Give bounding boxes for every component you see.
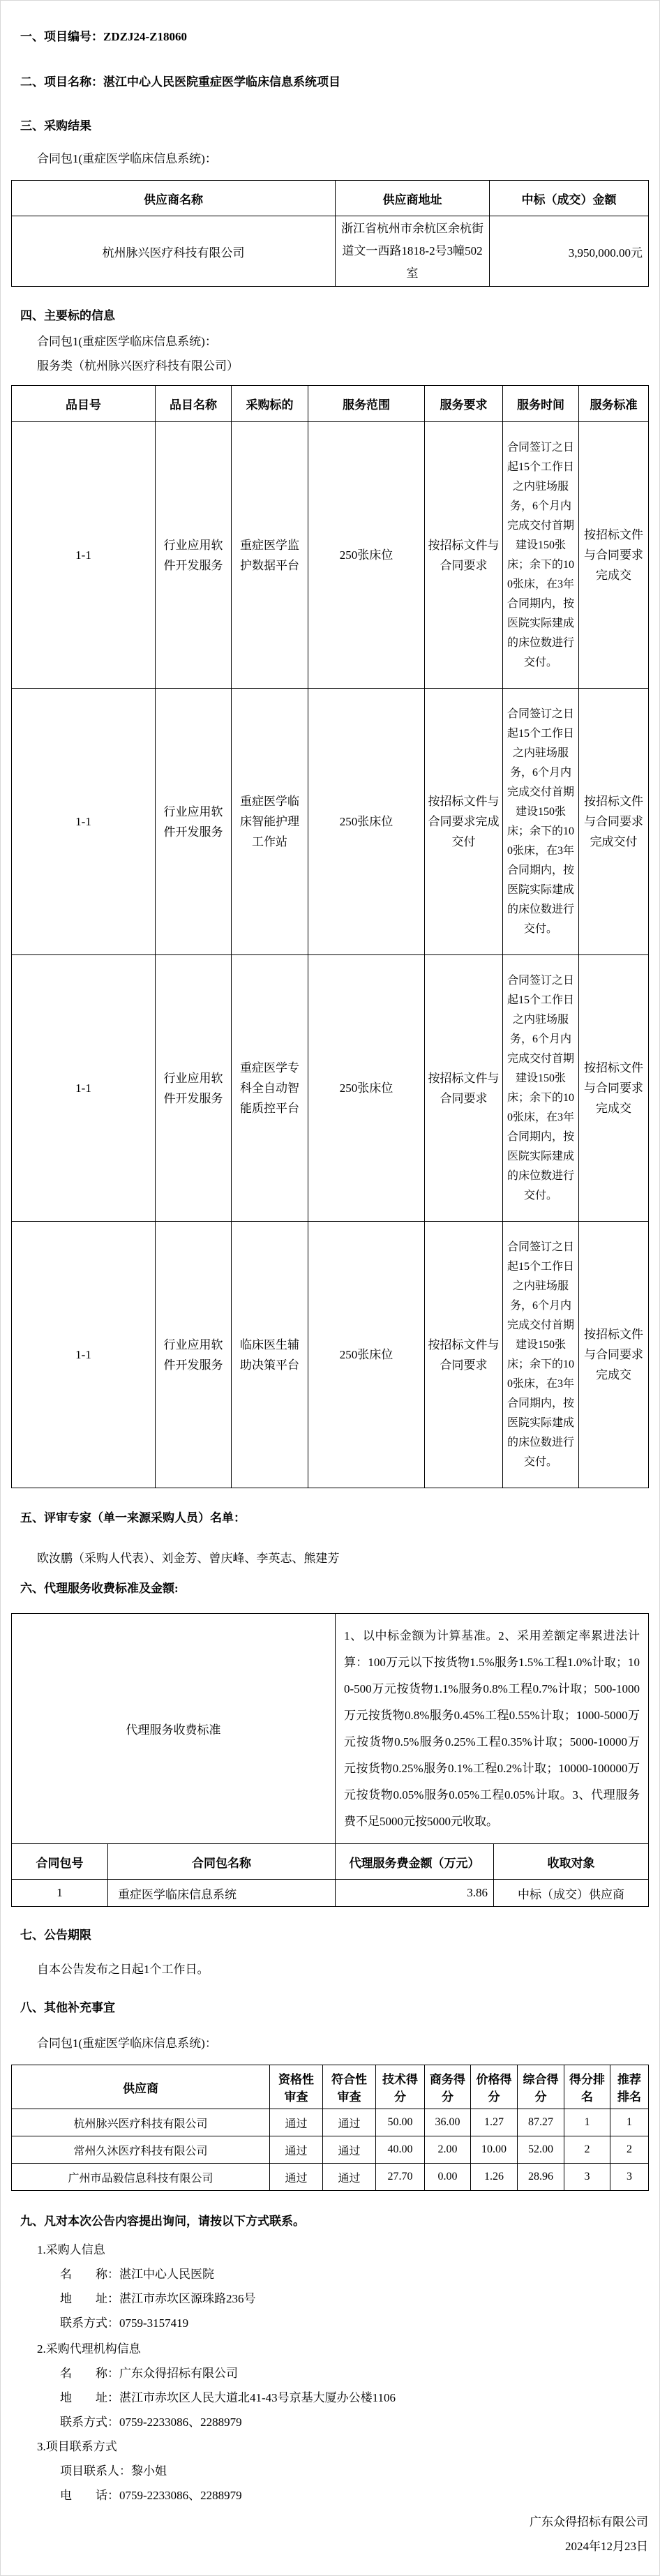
procurement-target-cell: 临床医生辅助决策平台 <box>232 1222 308 1488</box>
service-standard-cell: 按招标文件与合同要求完成交 <box>579 422 649 689</box>
procurement-target-cell: 重症医学专科全自动智能质控平台 <box>232 955 308 1222</box>
tech-score-header: 技术得分 <box>376 2065 425 2109</box>
table-row <box>12 1614 649 1844</box>
project-number-label: 一、项目编号： <box>20 30 103 43</box>
package-no-cell: 1 <box>12 1880 108 1907</box>
recommend-rank-header: 推荐排名 <box>610 2065 649 2109</box>
table-header-row <box>12 386 649 422</box>
procurement-result-table <box>11 180 649 287</box>
item-no-header: 品目号 <box>12 386 156 422</box>
award-amount-header: 中标（成交）金额 <box>490 181 649 216</box>
item-name-header: 品目名称 <box>156 386 232 422</box>
fee-payer-header: 收取对象 <box>494 1844 649 1880</box>
conformity-review-cell: 通过 <box>323 2136 376 2164</box>
recommend-rank-cell: 2 <box>610 2136 649 2164</box>
total-score-cell: 87.27 <box>518 2109 564 2136</box>
price-score-header: 价格得分 <box>471 2065 518 2109</box>
recommend-rank-cell: 3 <box>610 2164 649 2191</box>
service-time-cell: 合同签订之日起15个工作日之内驻场服务，6个月内完成交付首期建设150张床；余下的100张床，在3年合同期内，按医院实际建成的床位数进行交付。 <box>503 1222 579 1488</box>
service-time-cell: 合同签订之日起15个工作日之内驻场服务，6个月内完成交付首期建设150张床；余下的100张床，在3年合同期内，按医院实际建成的床位数进行交付。 <box>503 689 579 955</box>
footer-company: 广东众得招标有限公司 <box>530 2515 648 2529</box>
service-time-header: 服务时间 <box>503 386 579 422</box>
section-experts-heading: 五、评审专家（单一来源采购人员）名单： <box>20 1511 246 1525</box>
qualification-review-header: 资格性审查 <box>270 2065 323 2109</box>
item-no-cell: 1-1 <box>12 1222 156 1488</box>
section-procurement-result-heading: 三、采购结果 <box>20 119 91 133</box>
agency-contact-label: 联系方式： <box>60 2416 119 2429</box>
package-name-header: 合同包名称 <box>108 1844 336 1880</box>
item-name-cell: 行业应用软件开发服务 <box>156 955 232 1222</box>
table-row <box>12 2136 649 2164</box>
service-scope-cell: 250张床位 <box>308 422 425 689</box>
price-score-cell: 1.26 <box>471 2164 518 2191</box>
table-row <box>12 1222 649 1488</box>
service-standard-cell: 按招标文件与合同要求完成交 <box>579 1222 649 1488</box>
agency-contact-line <box>60 2414 659 2430</box>
business-score-cell: 2.00 <box>425 2136 471 2164</box>
fee-standard-text-cell: 1、以中标金额为计算基准。2、采用差额定率累进法计算：100万元以下按货物1.5%服务1.5%工程1.0%计取；100-500万元按货物1.1%服务0.8%工程0.7%计取；500-1000万元按货物0.8%服务0.45%工程0.55%计取；1000-5000万元按货物0.5%服务0.25%工程0.35%计取；5000-10000万元按货物0.25%服务0.1%工程0.2%计取；10000-100000万元按货物0.05%服务0.05%工程0.05%计取。3、代理服务费不足5000元按5000元收取。 <box>336 1614 649 1844</box>
service-time-cell: 合同签订之日起15个工作日之内驻场服务，6个月内完成交付首期建设150张床；余下的100张床，在3年合同期内，按医院实际建成的床位数进行交付。 <box>503 422 579 689</box>
section-agency-fee-heading: 六、代理服务收费标准及金额: <box>20 1582 179 1595</box>
fee-standard-label-cell: 代理服务收费标准 <box>12 1614 336 1844</box>
announcement-period-text: 自本公告发布之日起1个工作日。 <box>37 1963 209 1976</box>
price-score-cell: 1.27 <box>471 2109 518 2136</box>
procurement-target-cell: 重症医学监护数据平台 <box>232 422 308 689</box>
service-standard-header: 服务标准 <box>579 386 649 422</box>
purchaser-name-line <box>60 2266 659 2282</box>
purchaser-name-label: 名 称： <box>60 2268 119 2281</box>
conformity-review-cell: 通过 <box>323 2164 376 2191</box>
procurement-result-package-note: 合同包1(重症医学临床信息系统)： <box>37 152 217 165</box>
item-name-cell: 行业应用软件开发服务 <box>156 1222 232 1488</box>
agency-fee-amount-table <box>11 1843 649 1907</box>
service-requirement-cell: 按招标文件与合同要求 <box>425 422 503 689</box>
item-no-cell: 1-1 <box>12 689 156 955</box>
service-time-cell: 合同签订之日起15个工作日之内驻场服务，6个月内完成交付首期建设150张床；余下的100张床，在3年合同期内，按医院实际建成的床位数进行交付。 <box>503 955 579 1222</box>
table-row <box>12 2109 649 2136</box>
supplier-cell: 常州久沐医疗科技有限公司 <box>12 2136 270 2164</box>
purchaser-address-value: 湛江市赤坎区源珠路236号 <box>119 2292 256 2305</box>
service-requirement-cell: 按招标文件与合同要求 <box>425 955 503 1222</box>
section-main-subject-heading: 四、主要标的信息 <box>20 309 115 322</box>
tech-score-cell: 27.70 <box>376 2164 425 2191</box>
purchaser-contact-line <box>60 2315 659 2331</box>
agency-contact-value: 0759-2233086、2288979 <box>119 2416 242 2429</box>
project-contact-person-line <box>60 2463 659 2479</box>
agency-address-value: 湛江市赤坎区人民大道北41-43号京基大厦办公楼1106 <box>119 2391 396 2404</box>
tech-score-cell: 50.00 <box>376 2109 425 2136</box>
service-scope-cell: 250张床位 <box>308 1222 425 1488</box>
business-score-cell: 0.00 <box>425 2164 471 2191</box>
supplementary-package-note: 合同包1(重症医学临床信息系统)： <box>37 2037 217 2050</box>
service-scope-cell: 250张床位 <box>308 689 425 955</box>
supplier-name-cell: 杭州脉兴医疗科技有限公司 <box>12 216 336 287</box>
service-requirement-cell: 按招标文件与合同要求 <box>425 1222 503 1488</box>
item-no-cell: 1-1 <box>12 422 156 689</box>
fee-payer-cell: 中标（成交）供应商 <box>494 1880 649 1907</box>
supplier-address-header: 供应商地址 <box>336 181 490 216</box>
fee-amount-cell: 3.86 <box>336 1880 494 1907</box>
table-row <box>12 1880 649 1907</box>
table-header-row <box>12 1844 649 1880</box>
experts-names: 欧汝鹏（采购人代表）、刘金芳、曾庆峰、李英志、熊建芳 <box>37 1552 340 1565</box>
table-row <box>12 2164 649 2191</box>
section-announcement-period-heading: 七、公告期限 <box>20 1929 91 1942</box>
purchaser-contact-value: 0759-3157419 <box>119 2316 189 2330</box>
service-requirement-header: 服务要求 <box>425 386 503 422</box>
business-score-cell: 36.00 <box>425 2109 471 2136</box>
service-standard-cell: 按招标文件与合同要求完成交 <box>579 955 649 1222</box>
service-scope-header: 服务范围 <box>308 386 425 422</box>
conformity-review-cell: 通过 <box>323 2109 376 2136</box>
supplier-cell: 杭州脉兴医疗科技有限公司 <box>12 2109 270 2136</box>
footer-date: 2024年12月23日 <box>565 2540 648 2553</box>
main-subject-service-note: 服务类（杭州脉兴医疗科技有限公司） <box>37 359 239 373</box>
purchaser-info-title: 1.采购人信息 <box>37 2243 105 2256</box>
project-contact-person-label: 项目联系人： <box>60 2464 131 2478</box>
project-contact-phone-line <box>60 2487 659 2503</box>
section-project-number <box>20 29 659 45</box>
agency-name-value: 广东众得招标有限公司 <box>119 2367 238 2380</box>
project-contact-person-value: 黎小姐 <box>131 2464 167 2478</box>
agency-name-line <box>60 2365 659 2381</box>
package-no-header: 合同包号 <box>12 1844 108 1880</box>
table-row <box>12 422 649 689</box>
service-scope-cell: 250张床位 <box>308 955 425 1222</box>
purchaser-address-label: 地 址： <box>60 2292 119 2305</box>
table-row <box>12 955 649 1222</box>
project-contact-title: 3.项目联系方式 <box>37 2440 117 2453</box>
purchaser-contact-label: 联系方式： <box>60 2316 119 2330</box>
table-row <box>12 216 649 287</box>
supplier-header: 供应商 <box>12 2065 270 2109</box>
package-name-cell: 重症医学临床信息系统 <box>108 1880 336 1907</box>
project-name-value: 湛江中心人民医院重症医学临床信息系统项目 <box>103 75 340 89</box>
award-amount-cell: 3,950,000.00元 <box>490 216 649 287</box>
main-subject-package-note: 合同包1(重症医学临床信息系统)： <box>37 335 217 348</box>
recommend-rank-cell: 1 <box>610 2109 649 2136</box>
item-name-cell: 行业应用软件开发服务 <box>156 422 232 689</box>
price-score-cell: 10.00 <box>471 2136 518 2164</box>
project-number-value: ZDZJ24-Z18060 <box>103 30 187 43</box>
agency-info-title: 2.采购代理机构信息 <box>37 2342 141 2356</box>
table-header-row <box>12 2065 649 2109</box>
agency-address-line <box>60 2390 659 2406</box>
agency-fee-standard-table <box>11 1613 649 1844</box>
purchaser-address-line <box>60 2291 659 2307</box>
total-score-cell: 28.96 <box>518 2164 564 2191</box>
supplier-cell: 广州市品毅信息科技有限公司 <box>12 2164 270 2191</box>
agency-name-label: 名 称： <box>60 2367 119 2380</box>
item-no-cell: 1-1 <box>12 955 156 1222</box>
supplier-address-cell: 浙江省杭州市余杭区余杭街道文一西路1818-2号3幢502室 <box>336 216 490 287</box>
item-name-cell: 行业应用软件开发服务 <box>156 689 232 955</box>
service-requirement-cell: 按招标文件与合同要求完成交付 <box>425 689 503 955</box>
project-contact-phone-label: 电 话： <box>60 2489 119 2502</box>
section-project-name <box>20 74 659 90</box>
project-name-label: 二、项目名称： <box>20 75 103 89</box>
score-rank-cell: 1 <box>564 2109 610 2136</box>
score-rank-header: 得分排名 <box>564 2065 610 2109</box>
table-row <box>12 689 649 955</box>
purchaser-name-value: 湛江中心人民医院 <box>119 2268 214 2281</box>
supplier-name-header: 供应商名称 <box>12 181 336 216</box>
main-subject-table <box>11 385 649 1488</box>
section-contact-heading: 九、凡对本次公告内容提出询问，请按以下方式联系。 <box>20 2215 305 2228</box>
fee-amount-header: 代理服务费金额（万元） <box>336 1844 494 1880</box>
conformity-review-header: 符合性审查 <box>323 2065 376 2109</box>
table-header-row <box>12 181 649 216</box>
procurement-target-cell: 重症医学临床智能护理工作站 <box>232 689 308 955</box>
tech-score-cell: 40.00 <box>376 2136 425 2164</box>
qualification-review-cell: 通过 <box>270 2109 323 2136</box>
section-supplementary-heading: 八、其他补充事宜 <box>20 2001 115 2014</box>
score-rank-cell: 2 <box>564 2136 610 2164</box>
total-score-header: 综合得分 <box>518 2065 564 2109</box>
business-score-header: 商务得分 <box>425 2065 471 2109</box>
qualification-review-cell: 通过 <box>270 2164 323 2191</box>
agency-address-label: 地 址： <box>60 2391 119 2404</box>
score-rank-cell: 3 <box>564 2164 610 2191</box>
project-contact-phone-value: 0759-2233086、2288979 <box>119 2489 242 2502</box>
total-score-cell: 52.00 <box>518 2136 564 2164</box>
qualification-review-cell: 通过 <box>270 2136 323 2164</box>
supplier-score-table <box>11 2065 649 2191</box>
procurement-target-header: 采购标的 <box>232 386 308 422</box>
service-standard-cell: 按招标文件与合同要求完成交付 <box>579 689 649 955</box>
